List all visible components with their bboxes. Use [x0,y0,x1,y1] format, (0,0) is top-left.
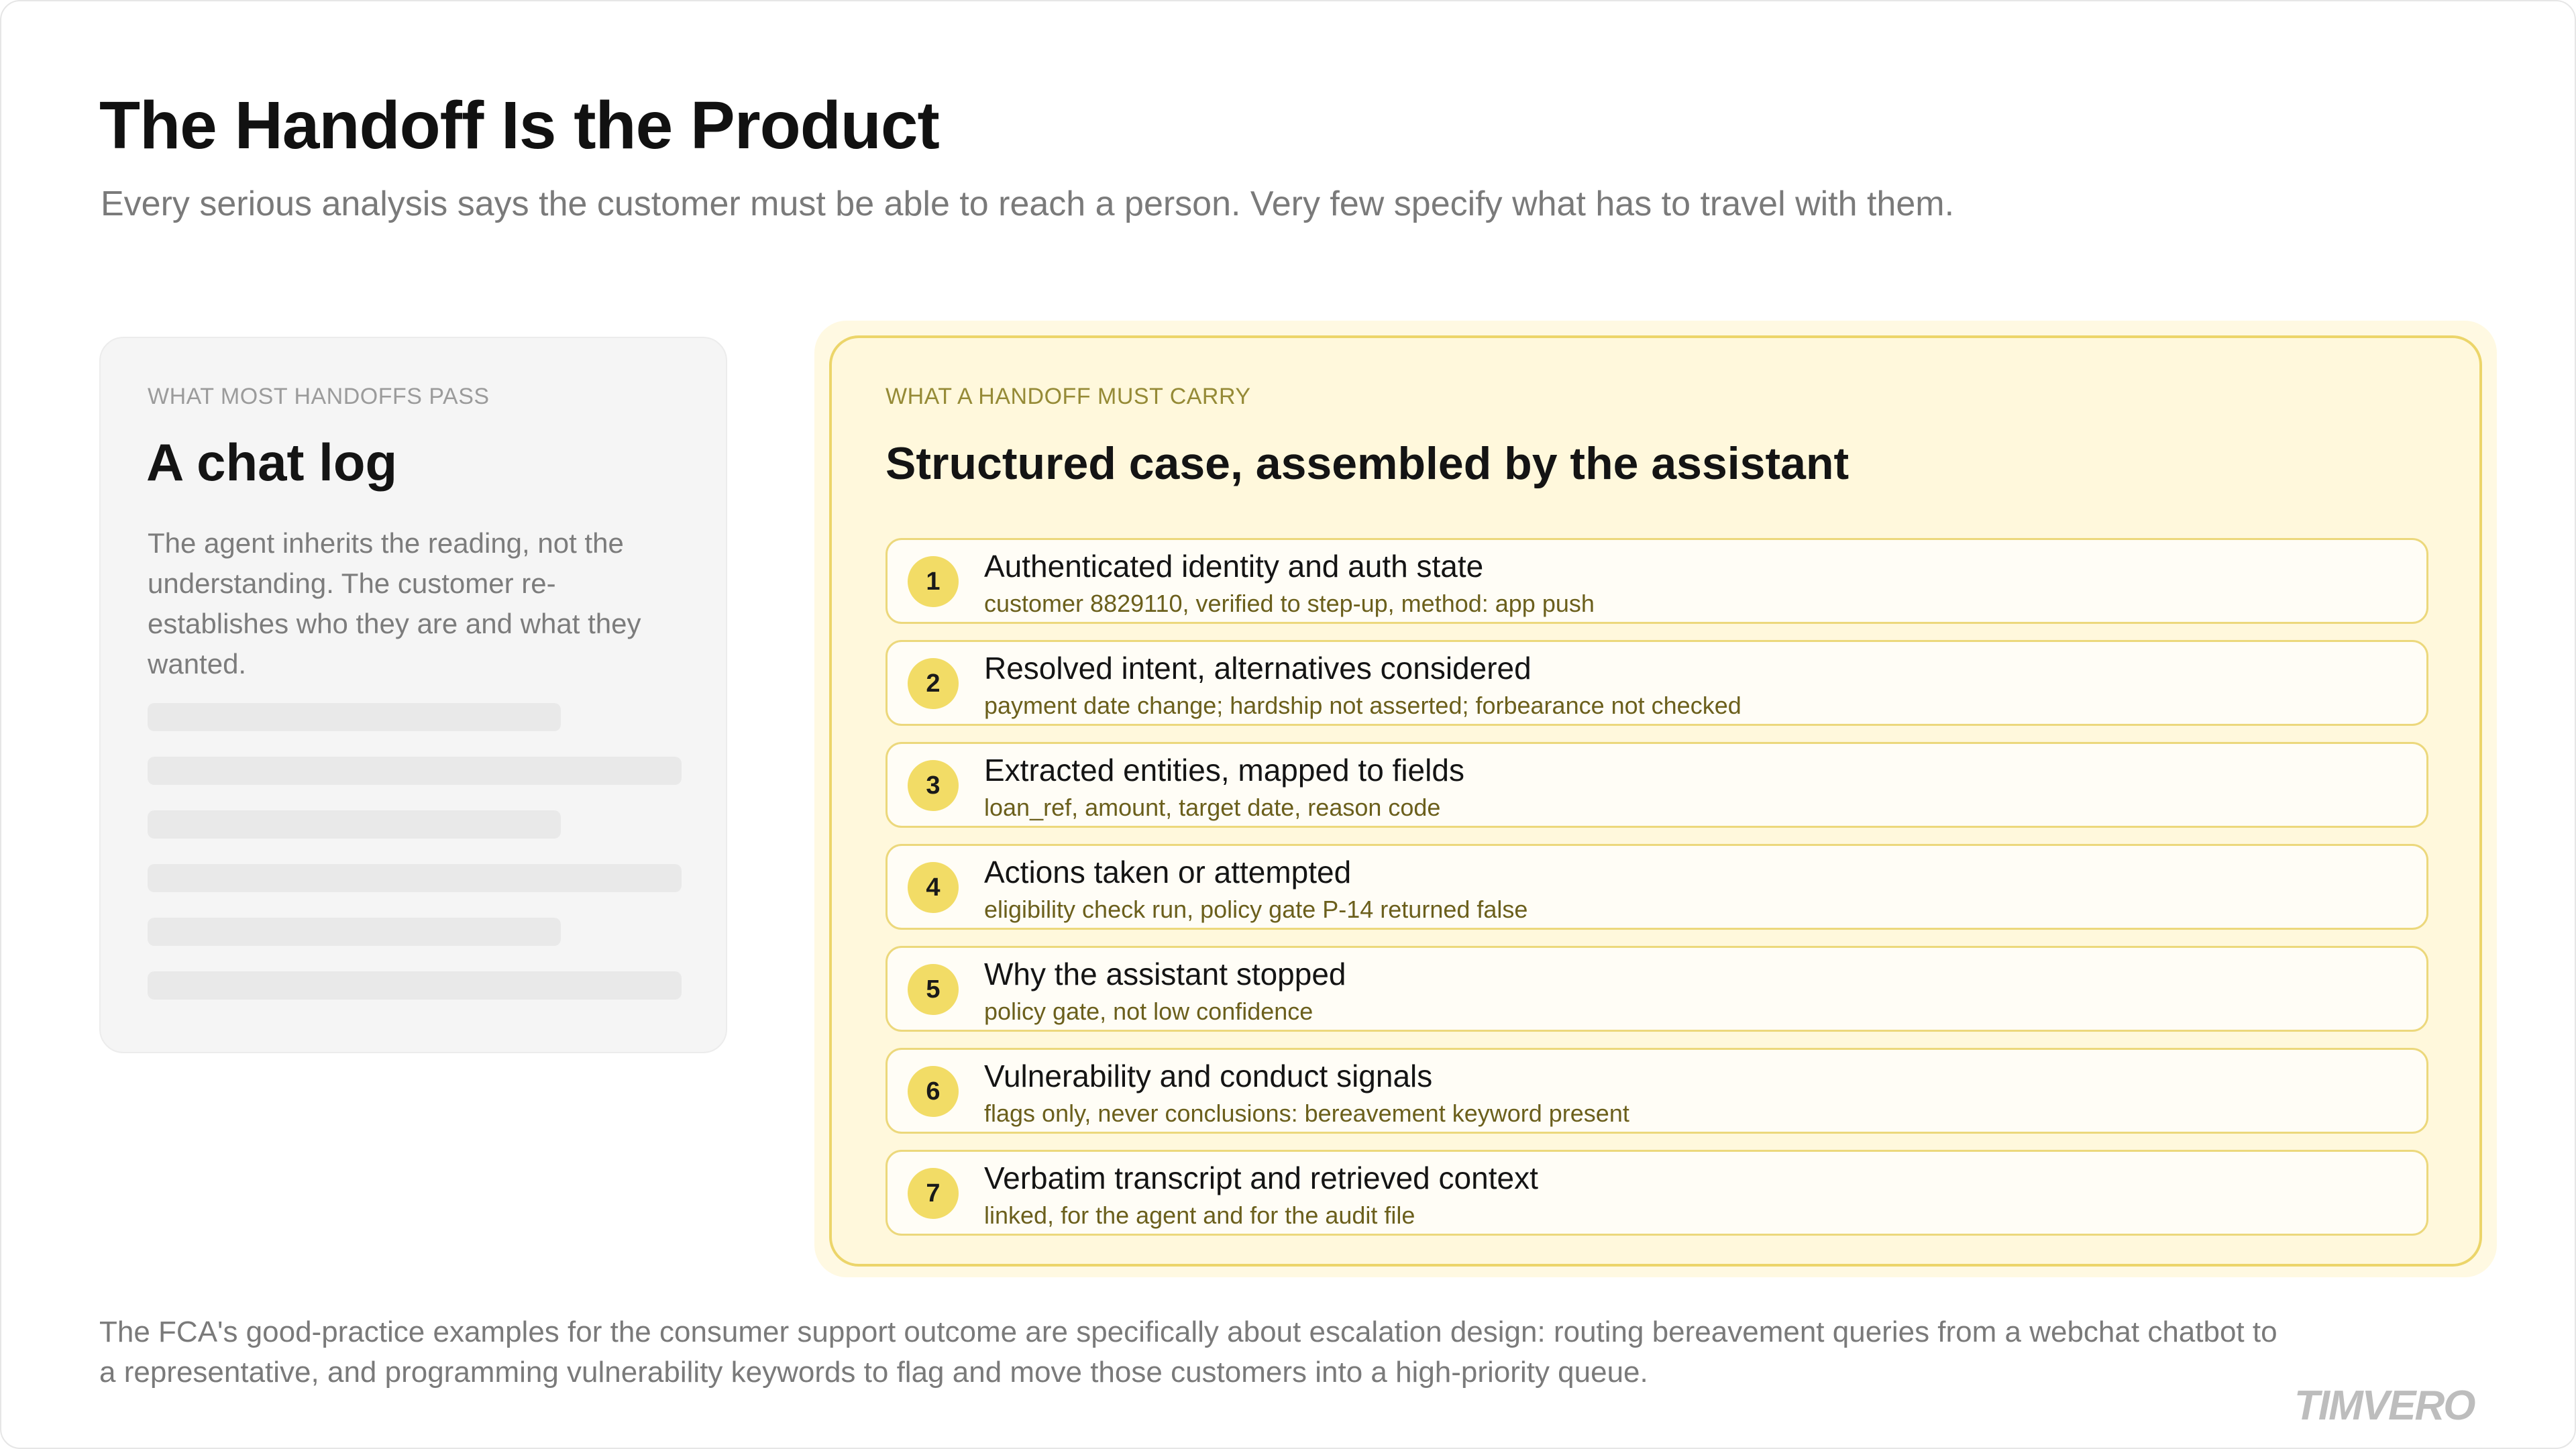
right-heading: Structured case, assembled by the assistant [885,438,1849,489]
right-eyebrow: WHAT A HANDOFF MUST CARRY [885,384,1251,409]
chat-log-card [99,337,727,1053]
item-title: Why the assistant stopped [984,957,1346,991]
skeleton-line [148,971,682,1000]
skeleton-line [148,703,561,731]
item-number-badge: 5 [908,964,959,1015]
item-detail: customer 8829110, verified to step-up, method: app push [984,590,1595,617]
handoff-items-list [885,538,2428,1252]
item-detail: eligibility check run, policy gate P-14 returned false [984,896,1528,923]
item-title: Actions taken or attempted [984,855,1352,890]
handoff-item [885,946,2428,1032]
item-number-badge: 3 [908,760,959,811]
item-title: Verbatim transcript and retrieved context [984,1161,1538,1195]
item-detail: flags only, never conclusions: bereavement keyword present [984,1099,1629,1127]
item-title: Authenticated identity and auth state [984,549,1484,584]
item-detail: linked, for the agent and for the audit file [984,1201,1415,1229]
handoff-item [885,742,2428,828]
handoff-item [885,538,2428,624]
page-subtitle: Every serious analysis says the customer must be able to reach a person. Very few specify what has to travel with them. [101,184,1955,223]
footnote: The FCA's good-practice examples for the consumer support outcome are specifically about escalation design: routing bereavement queries from a webchat chatbot to a representative, and programming vulnerability keywords to flag and move those customers into a high-priority queue. [99,1316,2277,1389]
item-detail: payment date change; hardship not asserted; forbearance not checked [984,692,1741,719]
item-number-badge: 7 [908,1168,959,1219]
timvero-logo: TIMVERO [2294,1383,2475,1429]
skeleton-line [148,757,682,785]
skeleton-line [148,864,682,892]
page-title: The Handoff Is the Product [99,88,939,163]
item-number-badge: 1 [908,556,959,607]
item-title: Resolved intent, alternatives considered [984,651,1532,686]
item-detail: loan_ref, amount, target date, reason code [984,794,1441,821]
item-detail: policy gate, not low confidence [984,998,1313,1025]
skeleton-line [148,810,561,839]
left-eyebrow: WHAT MOST HANDOFFS PASS [148,384,490,409]
skeleton-line [148,918,561,946]
handoff-item [885,844,2428,930]
item-title: Vulnerability and conduct signals [984,1059,1433,1093]
left-body: The agent inherits the reading, not the understanding. The customer re-establishes who they are and what they wanted. [148,527,641,680]
item-number-badge: 4 [908,862,959,913]
structured-case-card [829,335,2482,1267]
item-title: Extracted entities, mapped to fields [984,753,1464,788]
item-number-badge: 2 [908,658,959,709]
left-heading: A chat log [146,433,398,492]
handoff-item [885,640,2428,726]
item-number-badge: 6 [908,1066,959,1117]
handoff-item [885,1150,2428,1236]
handoff-item [885,1048,2428,1134]
